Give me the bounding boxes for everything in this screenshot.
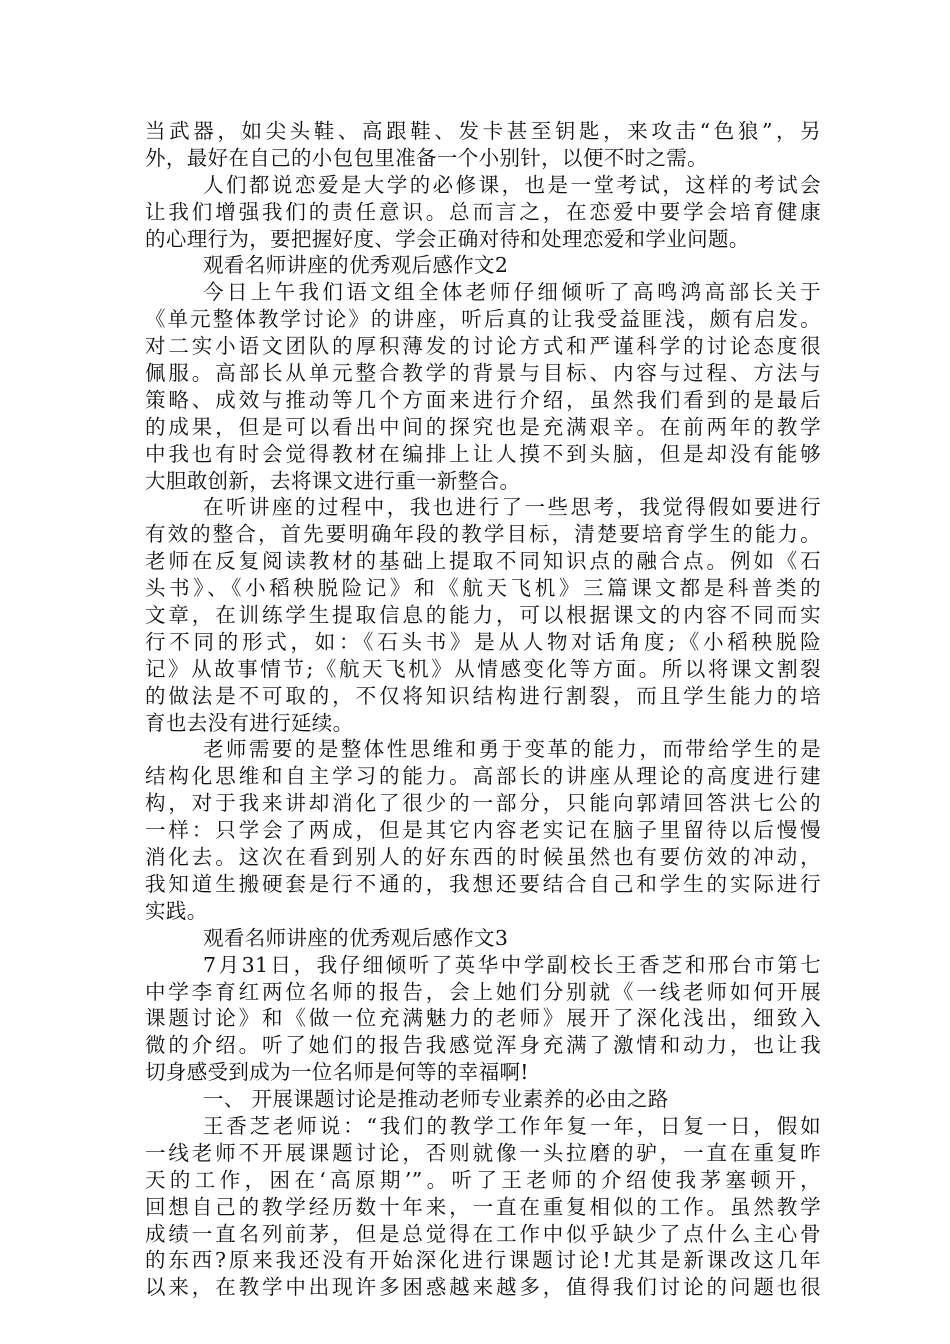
text-line: 观看名师讲座的优秀观后感作文2	[203, 253, 509, 278]
text-line: 一、 开展课题讨论是推动老师专业素养的必由之路	[203, 1087, 669, 1112]
text-line: 老师在反复阅读教材的基础上提取不同知识点的融合点。例如《石	[145, 549, 821, 574]
text-line: 今日上午我们语文组全体老师仔细倾听了高鸣鸿高部长关于	[203, 280, 821, 305]
text-line: 大胆敢创新，去将课文进行重一新整合。	[145, 468, 521, 493]
text-line: 有效的整合，首先要明确年段的教学目标，清楚要培育学生的能力。	[145, 522, 821, 547]
text-line: 的成果，但是可以看出中间的探究也是充满艰辛。在前两年的教学	[145, 414, 821, 439]
text-line: 微的介绍。听了她们的报告我感觉浑身充满了激情和动力，也让我	[145, 1033, 821, 1058]
text-line: 外，最好在自己的小包包里准备一个小别针，以便不时之需。	[145, 145, 708, 170]
text-line: 策略、成效与推动等几个方面来进行介绍，虽然我们看到的是最后	[145, 387, 821, 412]
text-line: 一线老师不开展课题讨论，否则就像一头拉磨的驴，一直在重复昨	[145, 1140, 821, 1165]
text-line: 《单元整体教学讨论》的讲座，听后真的让我受益匪浅，颇有启发。	[145, 307, 821, 332]
text-line: 构，对于我来讲却消化了很少的一部分，只能向郭靖回答洪七公的	[145, 791, 821, 816]
text-line: 中学李育红两位名师的报告，会上她们分别就《一线老师如何开展	[145, 979, 821, 1004]
text-line: 回想自己的教学经历数十年来，一直在重复相似的工作。虽然教学	[145, 1194, 821, 1219]
text-line: 结构化思维和自主学习的能力。高部长的讲座从理论的高度进行建	[145, 764, 821, 789]
text-line: 切身感受到成为一位名师是何等的幸福啊!	[145, 1060, 529, 1085]
text-line: 王香芝老师说：“我们的教学工作年复一年，日复一日，假如	[203, 1113, 821, 1138]
text-line: 课题讨论》和《做一位充满魅力的老师》展开了深化浅出，细致入	[145, 1006, 821, 1031]
text-line: 行不同的形式，如：《石头书》是从人物对话角度;《小稻秧脱险	[145, 629, 821, 654]
text-line: 佩服。高部长从单元整合教学的背景与目标、内容与过程、方法与	[145, 361, 821, 386]
text-line: 的东西?原来我还没有开始深化进行课题讨论!尤其是新课改这几年	[145, 1248, 821, 1273]
text-line: 让我们增强我们的责任意识。总而言之，在恋爱中要学会培育健康	[145, 199, 821, 224]
text-line: 当武器，如尖头鞋、高跟鞋、发卡甚至钥匙，来攻击“色狼”，另	[145, 119, 821, 143]
text-line: 以来，在教学中出现许多困惑越来越多，值得我们讨论的问题也很	[145, 1275, 821, 1300]
text-line: 在听讲座的过程中，我也进行了一些思考，我觉得假如要进行	[203, 495, 821, 520]
text-line: 的做法是不可取的，不仅将知识结构进行割裂，而且学生能力的培	[145, 683, 821, 708]
text-line: 一样：只学会了两成，但是其它内容老实记在脑子里留待以后慢慢	[145, 818, 821, 843]
text-line: 育也去没有进行延续。	[145, 710, 354, 735]
text-line: 天的工作，困在‘高原期’”。听了王老师的介绍使我茅塞顿开，	[145, 1167, 821, 1192]
text-line: 实践。	[145, 898, 208, 923]
text-line: 老师需要的是整体性思维和勇于变革的能力，而带给学生的是	[203, 737, 821, 762]
text-line: 观看名师讲座的优秀观后感作文3	[203, 925, 509, 950]
text-line: 的心理行为，要把握好度、学会正确对待和处理恋爱和学业问题。	[145, 226, 750, 251]
text-line: 成绩一直名列前茅，但是总觉得在工作中似乎缺少了点什么主心骨	[145, 1221, 821, 1246]
text-line: 中我也有时会觉得教材在编排上让人摸不到头脑，但是却没有能够	[145, 441, 821, 466]
text-line: 我知道生搬硬套是行不通的，我想还要结合自己和学生的实际进行	[145, 871, 821, 896]
text-line: 头书》、《小稻秧脱险记》和《航天飞机》三篇课文都是科普类的	[145, 576, 821, 601]
text-line: 文章，在训练学生提取信息的能力，可以根据课文的内容不同而实	[145, 603, 821, 628]
text-line: 对二实小语文团队的厚积薄发的讨论方式和严谨科学的讨论态度很	[145, 334, 821, 359]
text-line: 记》从故事情节;《航天飞机》从情感变化等方面。所以将课文割裂	[145, 656, 821, 681]
text-line: 7月31日，我仔细倾听了英华中学副校长王香芝和邢台市第七	[203, 952, 821, 977]
document-body	[145, 118, 821, 1301]
text-line: 人们都说恋爱是大学的必修课，也是一堂考试，这样的考试会	[203, 172, 821, 197]
text-line: 消化去。这次在看到别人的好东西的时候虽然也有要仿效的冲动，	[145, 845, 821, 870]
